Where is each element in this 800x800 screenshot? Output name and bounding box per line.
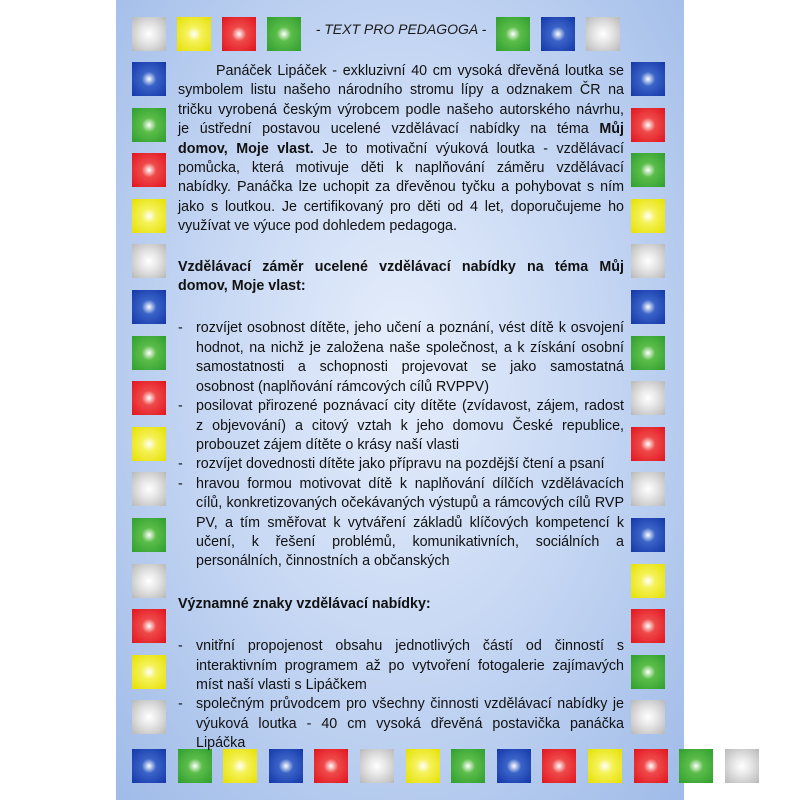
- green-tile: [631, 153, 665, 187]
- list-item: - rozvíjet osobnost dítěte, jeho učení a poznání, vést dítě k osvojení hodnot, na nichž je založena naše společnost, a k získání osobní samostatnosti a schopnosti projevovat se jako samostatná osobnost (naplňování rámcových cílů RVPPV): [178, 320, 624, 395]
- blue-tile: [541, 17, 575, 51]
- green-tile: [178, 749, 212, 783]
- document-content: [178, 62, 624, 754]
- white-tile: [586, 17, 620, 51]
- green-tile: [132, 518, 166, 552]
- green-tile: [679, 749, 713, 783]
- intro-paragraph: [178, 62, 624, 237]
- red-tile: [222, 17, 256, 51]
- blue-tile: [631, 62, 665, 96]
- yellow-tile: [223, 749, 257, 783]
- white-tile: [360, 749, 394, 783]
- red-tile: [132, 381, 166, 415]
- red-tile: [631, 609, 665, 643]
- section1-heading: Vzdělávací záměr ucelené vzdělávací nabídky na téma Můj domov, Moje vlast:: [178, 258, 624, 295]
- green-tile: [132, 336, 166, 370]
- bullet-marker: -: [178, 398, 183, 415]
- red-tile: [631, 108, 665, 142]
- list-item: - posilovat přirozené poznávací city dítěte (zvídavost, zájem, radost z objevování) a citový vztah k jeho domovu České republice, probouzet zájem dítěte o krásy naší vlasti: [178, 398, 624, 453]
- white-tile: [631, 381, 665, 415]
- yellow-tile: [406, 749, 440, 783]
- white-tile: [132, 244, 166, 278]
- white-tile: [132, 700, 166, 734]
- red-tile: [631, 427, 665, 461]
- intro-text-part2: Je to motivační výuková loutka - vzdělávací pomůcka, která motivuje děti k naplňování záměru vzdělávací nabídky. Panáčka lze uchopit za dřevěnou tyčku a pohybovat s ním jako s loutkou. Je certifikovaný pro děti od 4 let, doporučujeme ho využívat ve výuce pod dohledem pedagoga.: [178, 140, 625, 235]
- yellow-tile: [631, 564, 665, 598]
- bullet-marker: -: [178, 320, 183, 337]
- bullet-marker: -: [178, 456, 183, 473]
- list-item: - vnitřní propojenost obsahu jednotlivých částí od činností s interaktivním programem až po vytvoření fotogalerie zajímavých míst naší vlasti s Lipáčkem: [178, 638, 624, 693]
- white-tile: [631, 244, 665, 278]
- blue-tile: [631, 518, 665, 552]
- bullet-marker: -: [178, 475, 183, 492]
- blue-tile: [631, 290, 665, 324]
- yellow-tile: [132, 655, 166, 689]
- red-tile: [132, 153, 166, 187]
- intro-text-bold: Můj domov, Moje vlast.: [178, 121, 624, 157]
- green-tile: [132, 108, 166, 142]
- red-tile: [132, 609, 166, 643]
- white-tile: [132, 564, 166, 598]
- yellow-tile: [177, 17, 211, 51]
- white-tile: [132, 17, 166, 51]
- white-tile: [631, 472, 665, 506]
- red-tile: [634, 749, 668, 783]
- red-tile: [542, 749, 576, 783]
- red-tile: [314, 749, 348, 783]
- section2-list: [178, 637, 624, 753]
- list-item: - rozvíjet dovednosti dítěte jako přípravu na pozdější čtení a psaní: [178, 455, 624, 474]
- bullet-marker: -: [178, 638, 183, 655]
- section2-heading: Významné znaky vzdělávací nabídky:: [178, 595, 431, 612]
- white-tile: [132, 472, 166, 506]
- bullet-marker: -: [178, 696, 183, 713]
- yellow-tile: [588, 749, 622, 783]
- list-item: - hravou formou motivovat dítě k naplňování dílčích vzdělávacích cílů, konkretizovaných očekávaných výstupů a rámcových cílů RVP PV, a tím směřovat k vytváření základů klíčových kompetencí k učení, k řešení problémů, komunikativních, sociálních a personálních, činnostních a občanských: [178, 475, 624, 570]
- blue-tile: [269, 749, 303, 783]
- blue-tile: [132, 290, 166, 324]
- section1-list: [178, 319, 624, 571]
- page-header: - TEXT PRO PEDAGOGA -: [315, 21, 487, 37]
- list-item: - společným průvodcem pro všechny činnosti vzdělávací nabídky je výuková loutka - 40 cm vysoká dřevěná postavička panáčka Lipáčka: [178, 696, 624, 752]
- green-tile: [631, 655, 665, 689]
- yellow-tile: [132, 199, 166, 233]
- green-tile: [631, 336, 665, 370]
- blue-tile: [497, 749, 531, 783]
- yellow-tile: [132, 427, 166, 461]
- green-tile: [451, 749, 485, 783]
- white-tile: [725, 749, 759, 783]
- white-tile: [631, 700, 665, 734]
- yellow-tile: [631, 199, 665, 233]
- intro-text-part1: Panáček Lipáček - exkluzivní 40 cm vysoká dřevěná loutka se symbolem listu našeho národního stromu lípy a odznakem ČR na tričku vyrobená českým výrobcem podle našeho autorského návrhu, je ústřední postavou ucelené vzdělávací nabídky na téma: [178, 63, 624, 138]
- blue-tile: [132, 749, 166, 783]
- blue-tile: [132, 62, 166, 96]
